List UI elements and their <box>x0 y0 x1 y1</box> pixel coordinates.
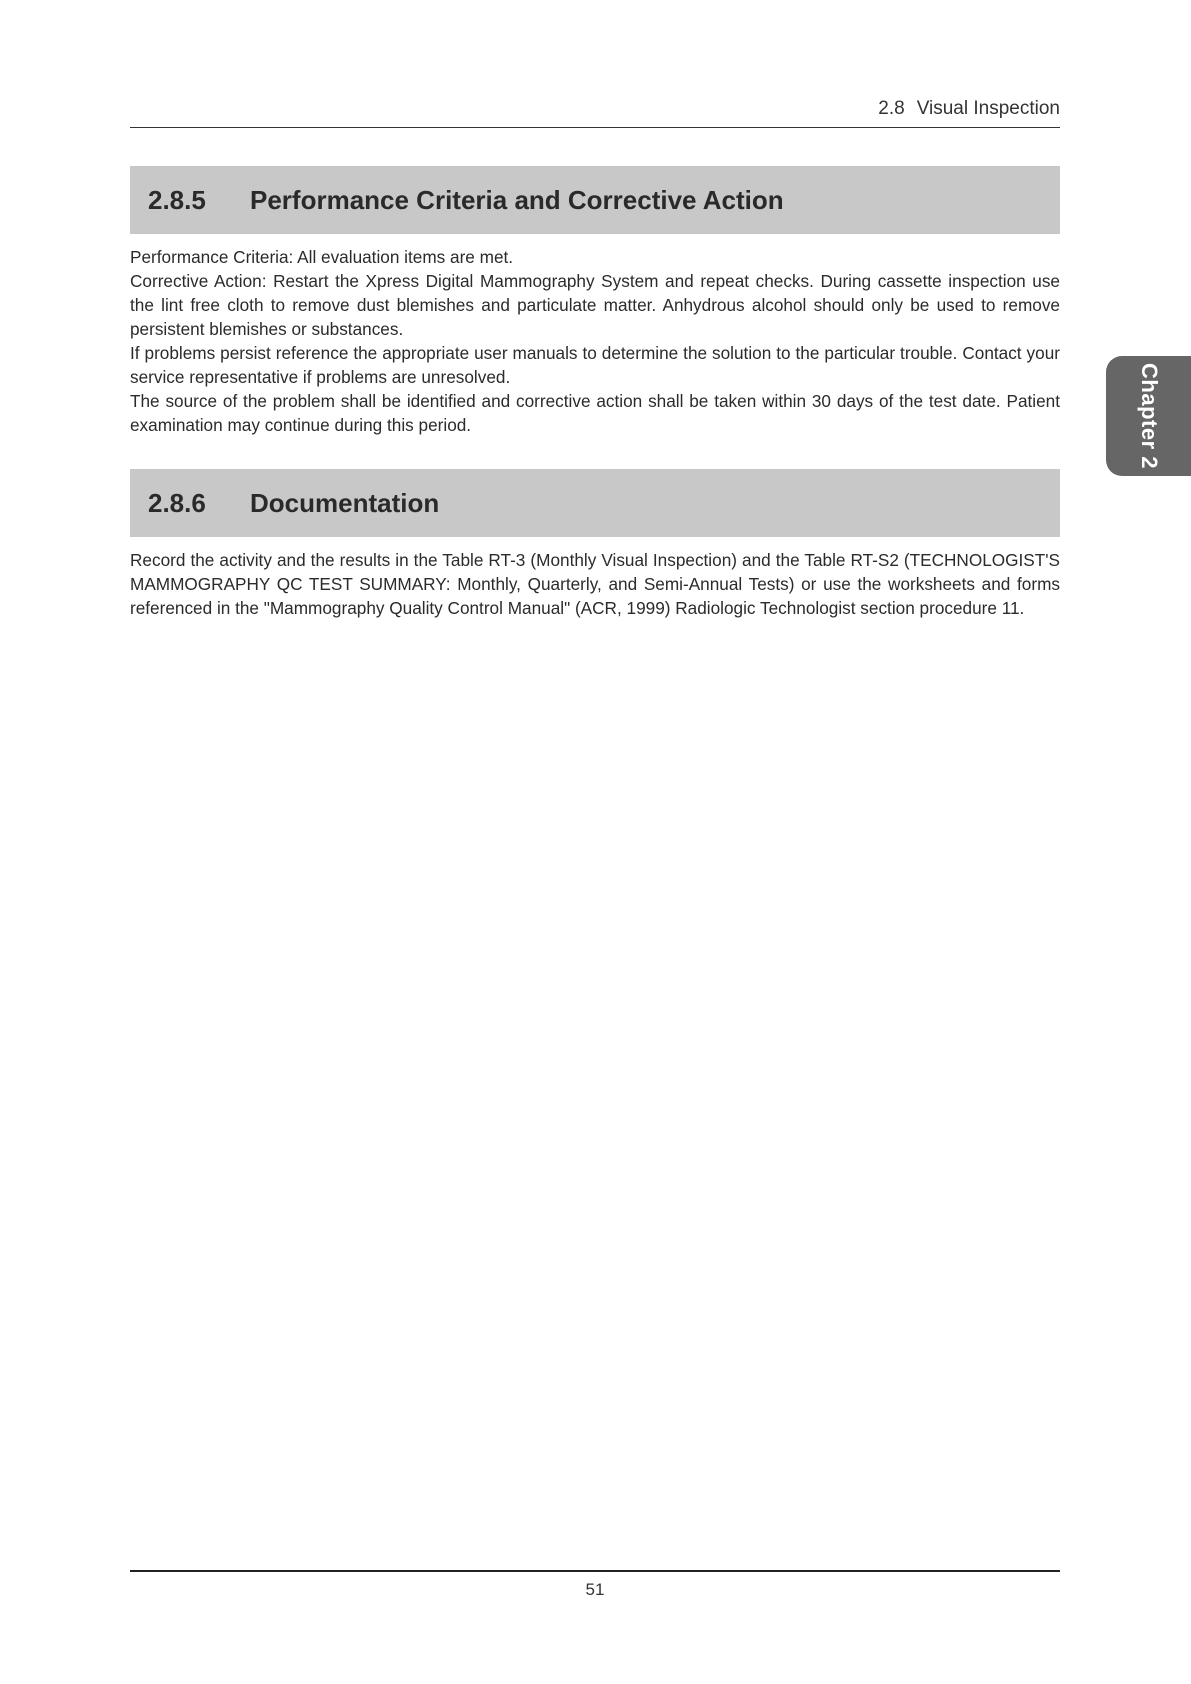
section-body-2-8-6 <box>130 548 1060 620</box>
chapter-tab <box>1106 356 1191 476</box>
section-body-2-8-5 <box>130 245 1060 437</box>
header-divider <box>130 127 1060 128</box>
page-number: 51 <box>585 1580 605 1599</box>
section-heading-2-8-6 <box>130 469 1060 537</box>
footer-divider <box>130 1570 1060 1572</box>
running-header <box>130 98 1060 120</box>
section-heading-2-8-5 <box>130 166 1060 234</box>
paragraph-corrective-action: Corrective Action: Restart the Xpress Digital Mammography System and repeat checks. During cassette inspection use the lint free cloth to remove dust blemishes and particulate matter. Anhydrous alcohol should only be used to remove persistent blemishes or substances. <box>130 271 1060 339</box>
paragraph-problem-source: The source of the problem shall be identified and corrective action shall be taken within 30 days of the test date. Patient examination may continue during this period. <box>130 391 1060 435</box>
section-title: Documentation <box>250 487 440 518</box>
section-number: 2.8.6 <box>148 487 206 518</box>
paragraph-documentation: Record the activity and the results in the Table RT-3 (Monthly Visual Inspection) and the Table RT-S2 (TECHNOLOGIST'S MAMMOGRAPHY QC TEST SUMMARY: Monthly, Quarterly, and Semi-Annual Tests) or use the worksheets and forms referenced in the "Mammography Quality Control Manual" (ACR, 1999) Radiologic Technologist section procedure 11. <box>130 550 1060 618</box>
section-number: 2.8.5 <box>148 184 206 215</box>
chapter-tab-label: Chapter 2 <box>1136 363 1162 469</box>
paragraph-performance-criteria: Performance Criteria: All evaluation items are met. <box>130 247 514 267</box>
running-header-section-number: 2.8 <box>878 98 905 119</box>
paragraph-problems-persist: If problems persist reference the appropriate user manuals to determine the solution to the particular trouble. Contact your service representative if problems are unresolved. <box>130 343 1060 387</box>
section-title: Performance Criteria and Corrective Action <box>250 184 784 215</box>
running-header-section-title: Visual Inspection <box>916 98 1060 119</box>
